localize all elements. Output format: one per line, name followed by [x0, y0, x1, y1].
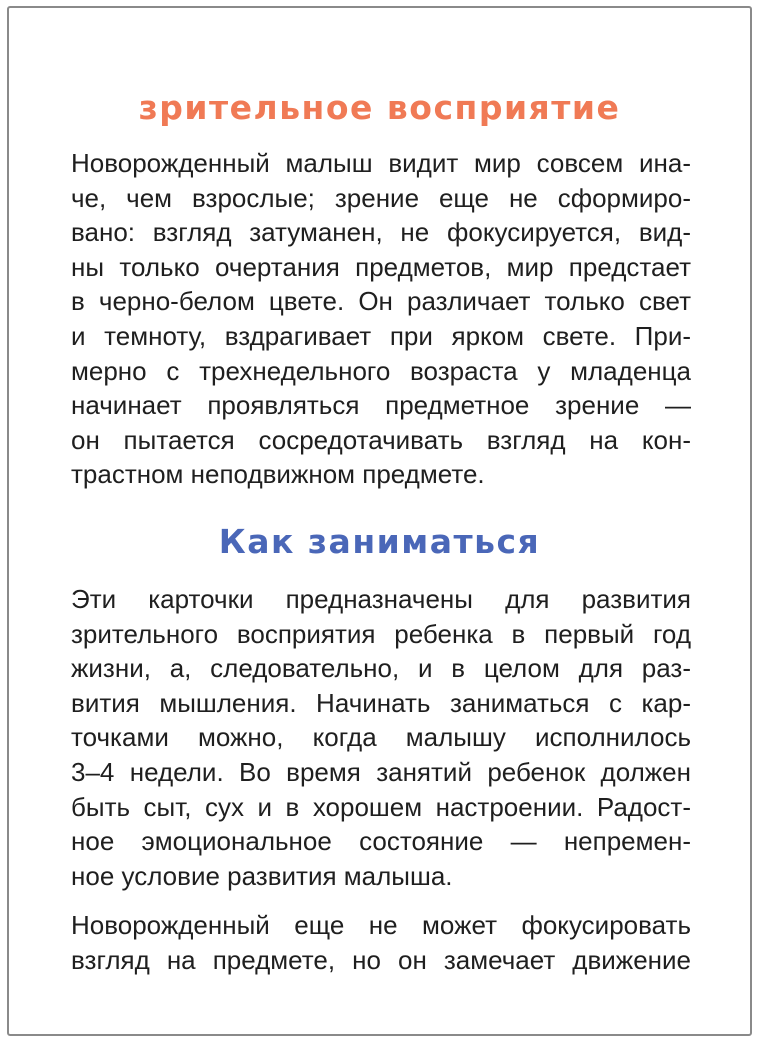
text-line: ны только очертания предметов, мир предстает [71, 251, 691, 282]
text-line: Эти карточки предназначены для развития [71, 584, 691, 614]
text-line: быть сыт, сух и в хорошем настроении. Радост- [71, 791, 691, 822]
section-title-how-to-practice: Как заниматься [218, 522, 541, 561]
text-line: мерно с трехнедельного возраста у младенца [71, 355, 691, 386]
text-line: он пытается сосредотачивать взгляд на кон- [71, 424, 691, 455]
paragraph-visual-perception [71, 146, 691, 492]
text-line: че, чем взрослые; зрение еще не сформиро- [71, 182, 691, 213]
text-line: и темноту, вздрагивает при ярком свете. При- [71, 320, 691, 351]
text-line: ное условие развития малыша. [71, 860, 453, 891]
text-line: Новорожденный еще не может фокусировать [71, 910, 691, 940]
paragraph-how-to-practice [71, 582, 691, 893]
section-title-visual-perception: зрительное восприятие [138, 88, 621, 127]
text-line: вано: взгляд затуманен, не фокусируется, вид- [71, 217, 691, 248]
text-line: зрительного восприятия ребенка в первый год [71, 618, 691, 649]
text-line: жизни, а, следовательно, и в целом для раз- [71, 653, 691, 684]
text-line: взгляд на предмете, но он замечает движение [71, 944, 691, 975]
text-line: в черно-белом цвете. Он различает только свет [71, 286, 691, 317]
text-line: вития мышления. Начинать заниматься с кар- [71, 687, 691, 718]
text-line: начинает проявляться предметное зрение — [71, 390, 691, 421]
text-line: трастном неподвижном предмете. [71, 459, 485, 490]
card-page [7, 6, 752, 1036]
paragraph-newborn-focus [71, 908, 691, 977]
text-line: Новорожденный малыш видит мир совсем ина- [71, 148, 691, 178]
text-line: точками можно, когда малышу исполнилось [71, 722, 691, 753]
text-line: ное эмоциональное состояние — непремен- [71, 826, 691, 857]
text-line: 3–4 недели. Во время занятий ребенок должен [71, 756, 691, 787]
